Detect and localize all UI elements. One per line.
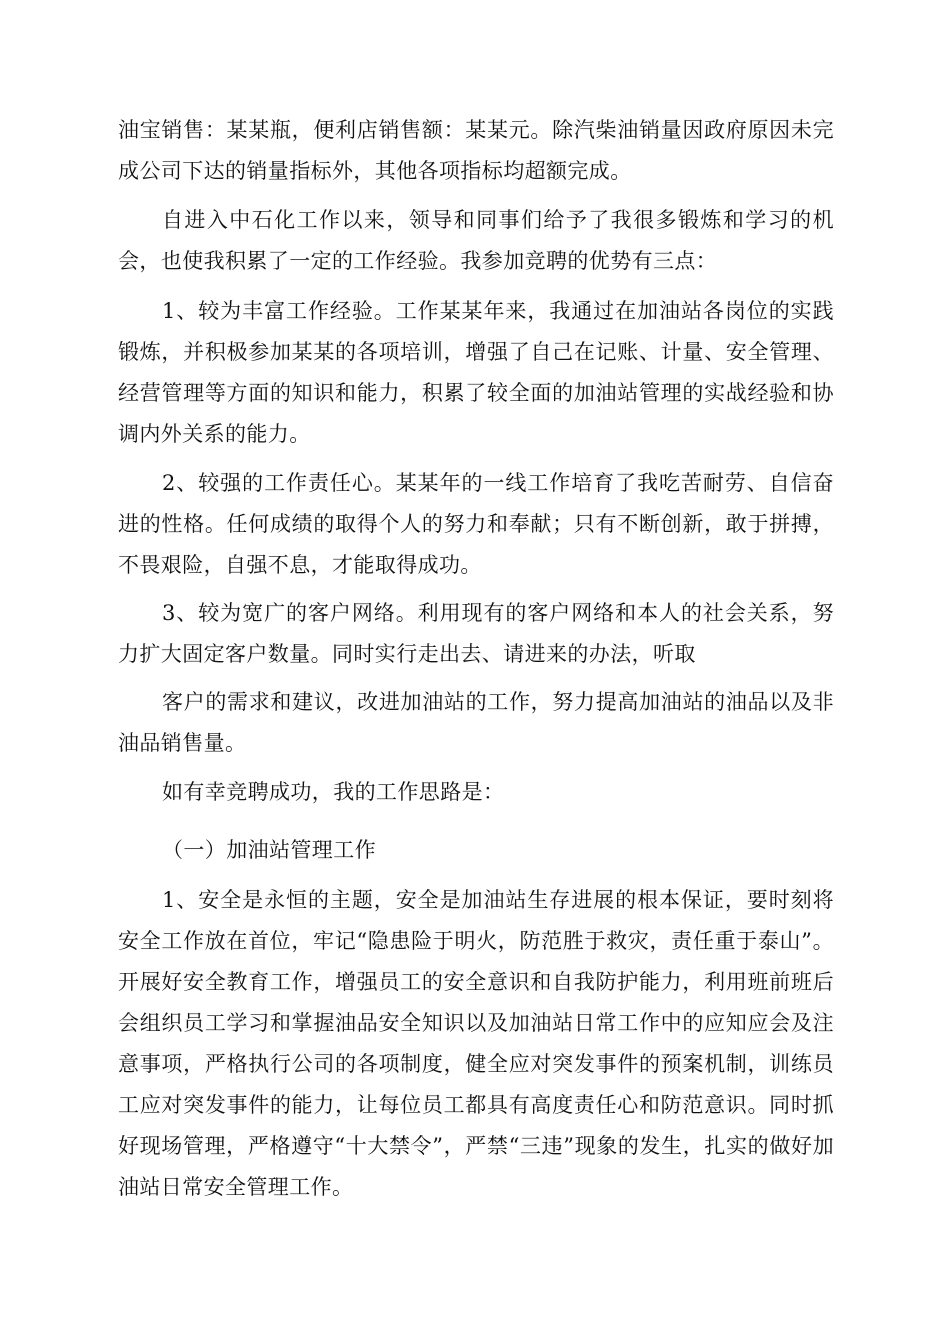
paragraph-work-plan-intro: 如有幸竞聘成功，我的工作思路是： <box>162 780 505 804</box>
paragraph-advantage-2: 2、较强的工作责任心。某某年的一线工作培育了我吃苦耐劳、自信奋进的性格。任何成绩的取得个人的努力和奉献；只有不断创新，敢于拼搏，不畏艰险，自强不息，才能取得成功。 <box>118 471 834 577</box>
paragraph-advantage-3: 3、较为宽广的客户网络。利用现有的客户网络和本人的社会关系，努力扩大固定客户数量。同时实行走出去、请进来的办法，听取 <box>118 601 834 666</box>
paragraph-advantage-3-continued: 客户的需求和建议，改进加油站的工作，努力提高加油站的油品以及非油品销售量。 <box>118 690 834 755</box>
paragraph-sales-summary: 油宝销售：某某瓶，便利店销售额：某某元。除汽柴油销量因政府原因未完成公司下达的销量指标外，其他各项指标均超额完成。 <box>118 118 834 183</box>
section-heading-station-management: （一）加油站管理工作 <box>162 838 376 862</box>
paragraph-introduction: 自进入中石化工作以来，领导和同事们给予了我很多锻炼和学习的机会，也使我积累了一定的工作经验。我参加竞聘的优势有三点： <box>118 208 834 273</box>
paragraph-advantage-1: 1、较为丰富工作经验。工作某某年来，我通过在加油站各岗位的实践锻炼，并积极参加某某的各项培训，增强了自己在记账、计量、安全管理、经营管理等方面的知识和能力，积累了较全面的加油站管理的实战经验和协调内外关系的能力。 <box>118 299 834 446</box>
paragraph-safety-management: 1、安全是永恒的主题，安全是加油站生存进展的根本保证，要时刻将安全工作放在首位，牢记“隐患险于明火，防范胜于救灾，责任重于泰山”。开展好安全教育工作，增强员工的安全意识和自我防护能力，利用班前班后会组织员工学习和掌握油品安全知识以及加油站日常工作中的应知应会及注意事项，严格执行公司的各项制度，健全应对突发事件的预案机制，训练员工应对突发事件的能力，让每位员工都具有高度责任心和防范意识。同时抓好现场管理，严格遵守“十大禁令”，严禁“三违”现象的发生，扎实的做好加油站日常安全管理工作。 <box>118 888 834 1199</box>
